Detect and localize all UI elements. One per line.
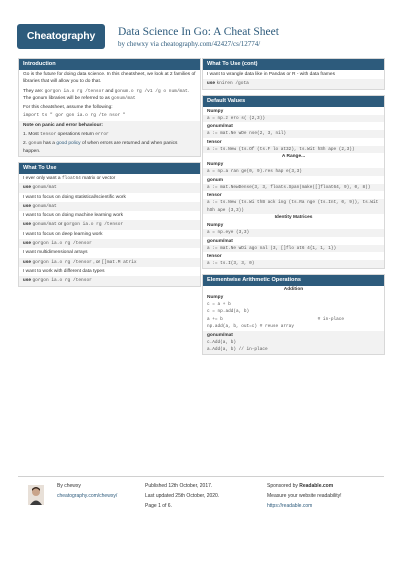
list-item: [19, 174, 200, 183]
use-keyword: use: [23, 203, 32, 209]
what-to-use-cont-section: [202, 58, 385, 90]
row-text: I want multidimensional arrays: [23, 250, 88, 256]
or-text: or: [58, 222, 63, 228]
code-span: gonum/mat: [32, 203, 57, 209]
gonum-label: gonum/mat: [207, 124, 233, 130]
list-item: [19, 193, 200, 202]
list-item: [19, 202, 200, 211]
section-heading: Introduction: [19, 59, 200, 70]
tensor-label: tensor: [207, 139, 222, 145]
code-span: tensor: [40, 132, 57, 138]
numpy-label: Numpy: [207, 223, 224, 229]
text: has a: [43, 141, 55, 147]
right-column: [202, 58, 385, 360]
code-line: np.add(a, b, out=c) # reuse array: [207, 324, 294, 330]
text: operations return: [57, 132, 94, 138]
text: 2.: [23, 141, 28, 147]
list-item: [19, 211, 200, 220]
sponsor-prefix: Sponsored by: [267, 483, 298, 489]
section-heading: What To Use (cont): [203, 59, 384, 70]
code-line: a := mat.NewDense(3, 3, floats.Span(make([]float64, 9), 0, 8)): [203, 184, 384, 192]
sponsor-line: [267, 481, 341, 491]
use-keyword: use: [23, 222, 32, 228]
code-span: gorgon ia.o rg /tensor: [32, 241, 92, 247]
list-item: [19, 267, 200, 276]
tensor-label: tensor: [207, 193, 222, 199]
note-item-1: [19, 130, 200, 139]
identity-heading: Identity Matrices: [274, 215, 313, 221]
good-policy-link[interactable]: good policy: [56, 141, 81, 147]
updated-date: Last updated 25th October, 2020.: [145, 493, 220, 499]
code-span: float64: [61, 175, 81, 181]
code-line: c.Add(a, b): [203, 339, 384, 347]
code-line: a = np.a ran ge(0, 9).res hap e(3,3): [203, 168, 384, 176]
row-text: matrix or vector: [82, 175, 116, 181]
note-heading: Note on panic and error behaviour:: [19, 121, 200, 130]
row-text: I want to work with different data types: [23, 268, 105, 274]
text: . The gonum libraries will be referred to as: [23, 88, 189, 101]
code-span: gonum/mat: [32, 222, 57, 228]
cheatography-logo[interactable]: Cheatography: [17, 24, 105, 49]
author-link[interactable]: cheatography.com/chewxy/: [57, 493, 118, 499]
code-span: gorgon ia.o rg /tensor: [32, 278, 92, 284]
author-block: [57, 481, 117, 501]
list-item: [203, 79, 384, 88]
addition-heading: Addition: [283, 286, 304, 292]
author-label: By chewxy: [57, 483, 81, 489]
use-keyword: use: [23, 278, 32, 284]
tensor-label: tensor: [207, 254, 222, 260]
code-span: import ts " gor gon ia.o rg /te nsor ": [23, 113, 126, 119]
range-heading: A Range...: [281, 154, 306, 160]
gonum-label: gonum: [207, 177, 223, 183]
section-heading: Elementwise Arithmetic Operations: [203, 275, 384, 286]
import-line: [19, 112, 200, 120]
left-column: [18, 58, 201, 292]
code-span: gorgon ia.o rg /tensor: [44, 88, 105, 94]
section-heading: Default Values: [203, 96, 384, 107]
list-item: I want to wrangle data like in Pandas or R - with data frames: [207, 72, 335, 77]
introduction-section: [18, 58, 201, 157]
gonum-code-block: [203, 339, 384, 354]
code-span: gonum: [28, 141, 42, 147]
list-item: [19, 258, 200, 267]
note-item-2: [19, 139, 200, 156]
use-keyword: use: [23, 185, 32, 191]
code-line: a := ts.New (ts.Of (ts.F lo at32), ts.Wit hSh ape (2,3)): [203, 146, 384, 154]
use-keyword: use: [23, 259, 32, 265]
code-line: c = a + b: [207, 301, 231, 307]
author-avatar: [28, 485, 44, 505]
sponsor-name[interactable]: Readable.com: [299, 483, 334, 489]
code-span: gonum/mat: [111, 95, 136, 101]
code-line: c = np.add(a, b): [207, 309, 250, 315]
code-span: []mat.M atrix: [101, 259, 137, 265]
code-span: gonum/mat: [32, 185, 57, 191]
code-line: a = np.eye (3,3): [203, 229, 384, 237]
code-span: gorgon ia.o rg /tensor: [63, 222, 124, 228]
gonum-label: gonum/mat: [207, 238, 233, 244]
code-line: a := ts.I(3, 3, 0): [203, 260, 384, 268]
elementwise-section: [202, 274, 385, 355]
text: 1. Most: [23, 132, 39, 138]
row-text: I want to focus on doing machine learning work: [23, 213, 123, 219]
code-span: kniren /gota: [216, 81, 249, 87]
sponsor-text: Measure your website readability!: [267, 493, 342, 499]
sponsor-block: [267, 481, 341, 511]
page-title: Data Science In Go: A Cheat Sheet: [118, 26, 279, 38]
text: of when errors are returned and when panics happen.: [23, 141, 178, 154]
text: They are:: [23, 88, 44, 94]
code-span: gorgon ia.o rg /tensor: [32, 259, 92, 265]
code-line: a := mat.Ne wDe nse(2, 3, nil): [203, 130, 384, 138]
publish-info: [145, 481, 219, 511]
numpy-label: Numpy: [207, 162, 224, 168]
code-line: a := ts.New (ts.Wi thB ack ing (ts.Ra nge (ts.Int, 0, 9)), ts.Wit hSh ape (3,3)): [203, 199, 384, 214]
page-subtitle[interactable]: by chewxy via cheatography.com/42427/cs/12774/: [118, 40, 261, 48]
or-text: , or: [93, 259, 101, 265]
intro-assumption: For this cheatsheet, assume the following:: [23, 105, 113, 111]
page-footer: [18, 476, 384, 539]
list-item: [19, 230, 200, 239]
numpy-label: Numpy: [207, 108, 224, 114]
default-values-section: [202, 95, 385, 269]
code-line: a.Add(a, b) // in-place: [203, 346, 384, 354]
page-number: Page 1 of 6.: [145, 503, 172, 509]
use-keyword: use: [207, 81, 216, 87]
code-line: a += b # in-place: [207, 316, 345, 322]
section-heading: What To Use: [19, 163, 200, 174]
code-line: a := mat.Ne wDi ago nal (3, []flo at6 4{1, 1, 1}): [203, 245, 384, 253]
list-item: [19, 220, 200, 229]
intro-paragraph: Go is the future for doing data science. In this cheatsheet, we look at 2 families of libraries that will allow you to do that.: [23, 72, 196, 85]
gonum-label: gonum/mat: [203, 331, 384, 339]
page-header: [0, 0, 400, 58]
list-item: [19, 248, 200, 257]
numpy-label: Numpy: [207, 294, 224, 300]
numpy-code-block: [203, 301, 384, 331]
list-item: [19, 183, 200, 192]
row-text: I want to focus on doing statistical/scientific work: [23, 194, 126, 200]
intro-libraries: [19, 87, 200, 104]
list-item: [19, 239, 200, 248]
code-span: gonum.o rg /v1 /g o num/mat: [114, 88, 188, 94]
sponsor-link[interactable]: https://readable.com: [267, 503, 313, 509]
code-span: error: [95, 132, 109, 138]
row-text: I want to focus on deep learning work: [23, 231, 103, 237]
list-item: [19, 276, 200, 285]
code-line: a = np.z ero s( (2,3)): [203, 115, 384, 123]
use-keyword: use: [23, 241, 32, 247]
what-to-use-section: [18, 162, 201, 287]
text: and: [105, 88, 114, 94]
what-to-use-rows: [19, 174, 200, 286]
published-date: Published 12th October, 2017.: [145, 483, 213, 489]
row-text: I ever only want a: [23, 175, 61, 181]
